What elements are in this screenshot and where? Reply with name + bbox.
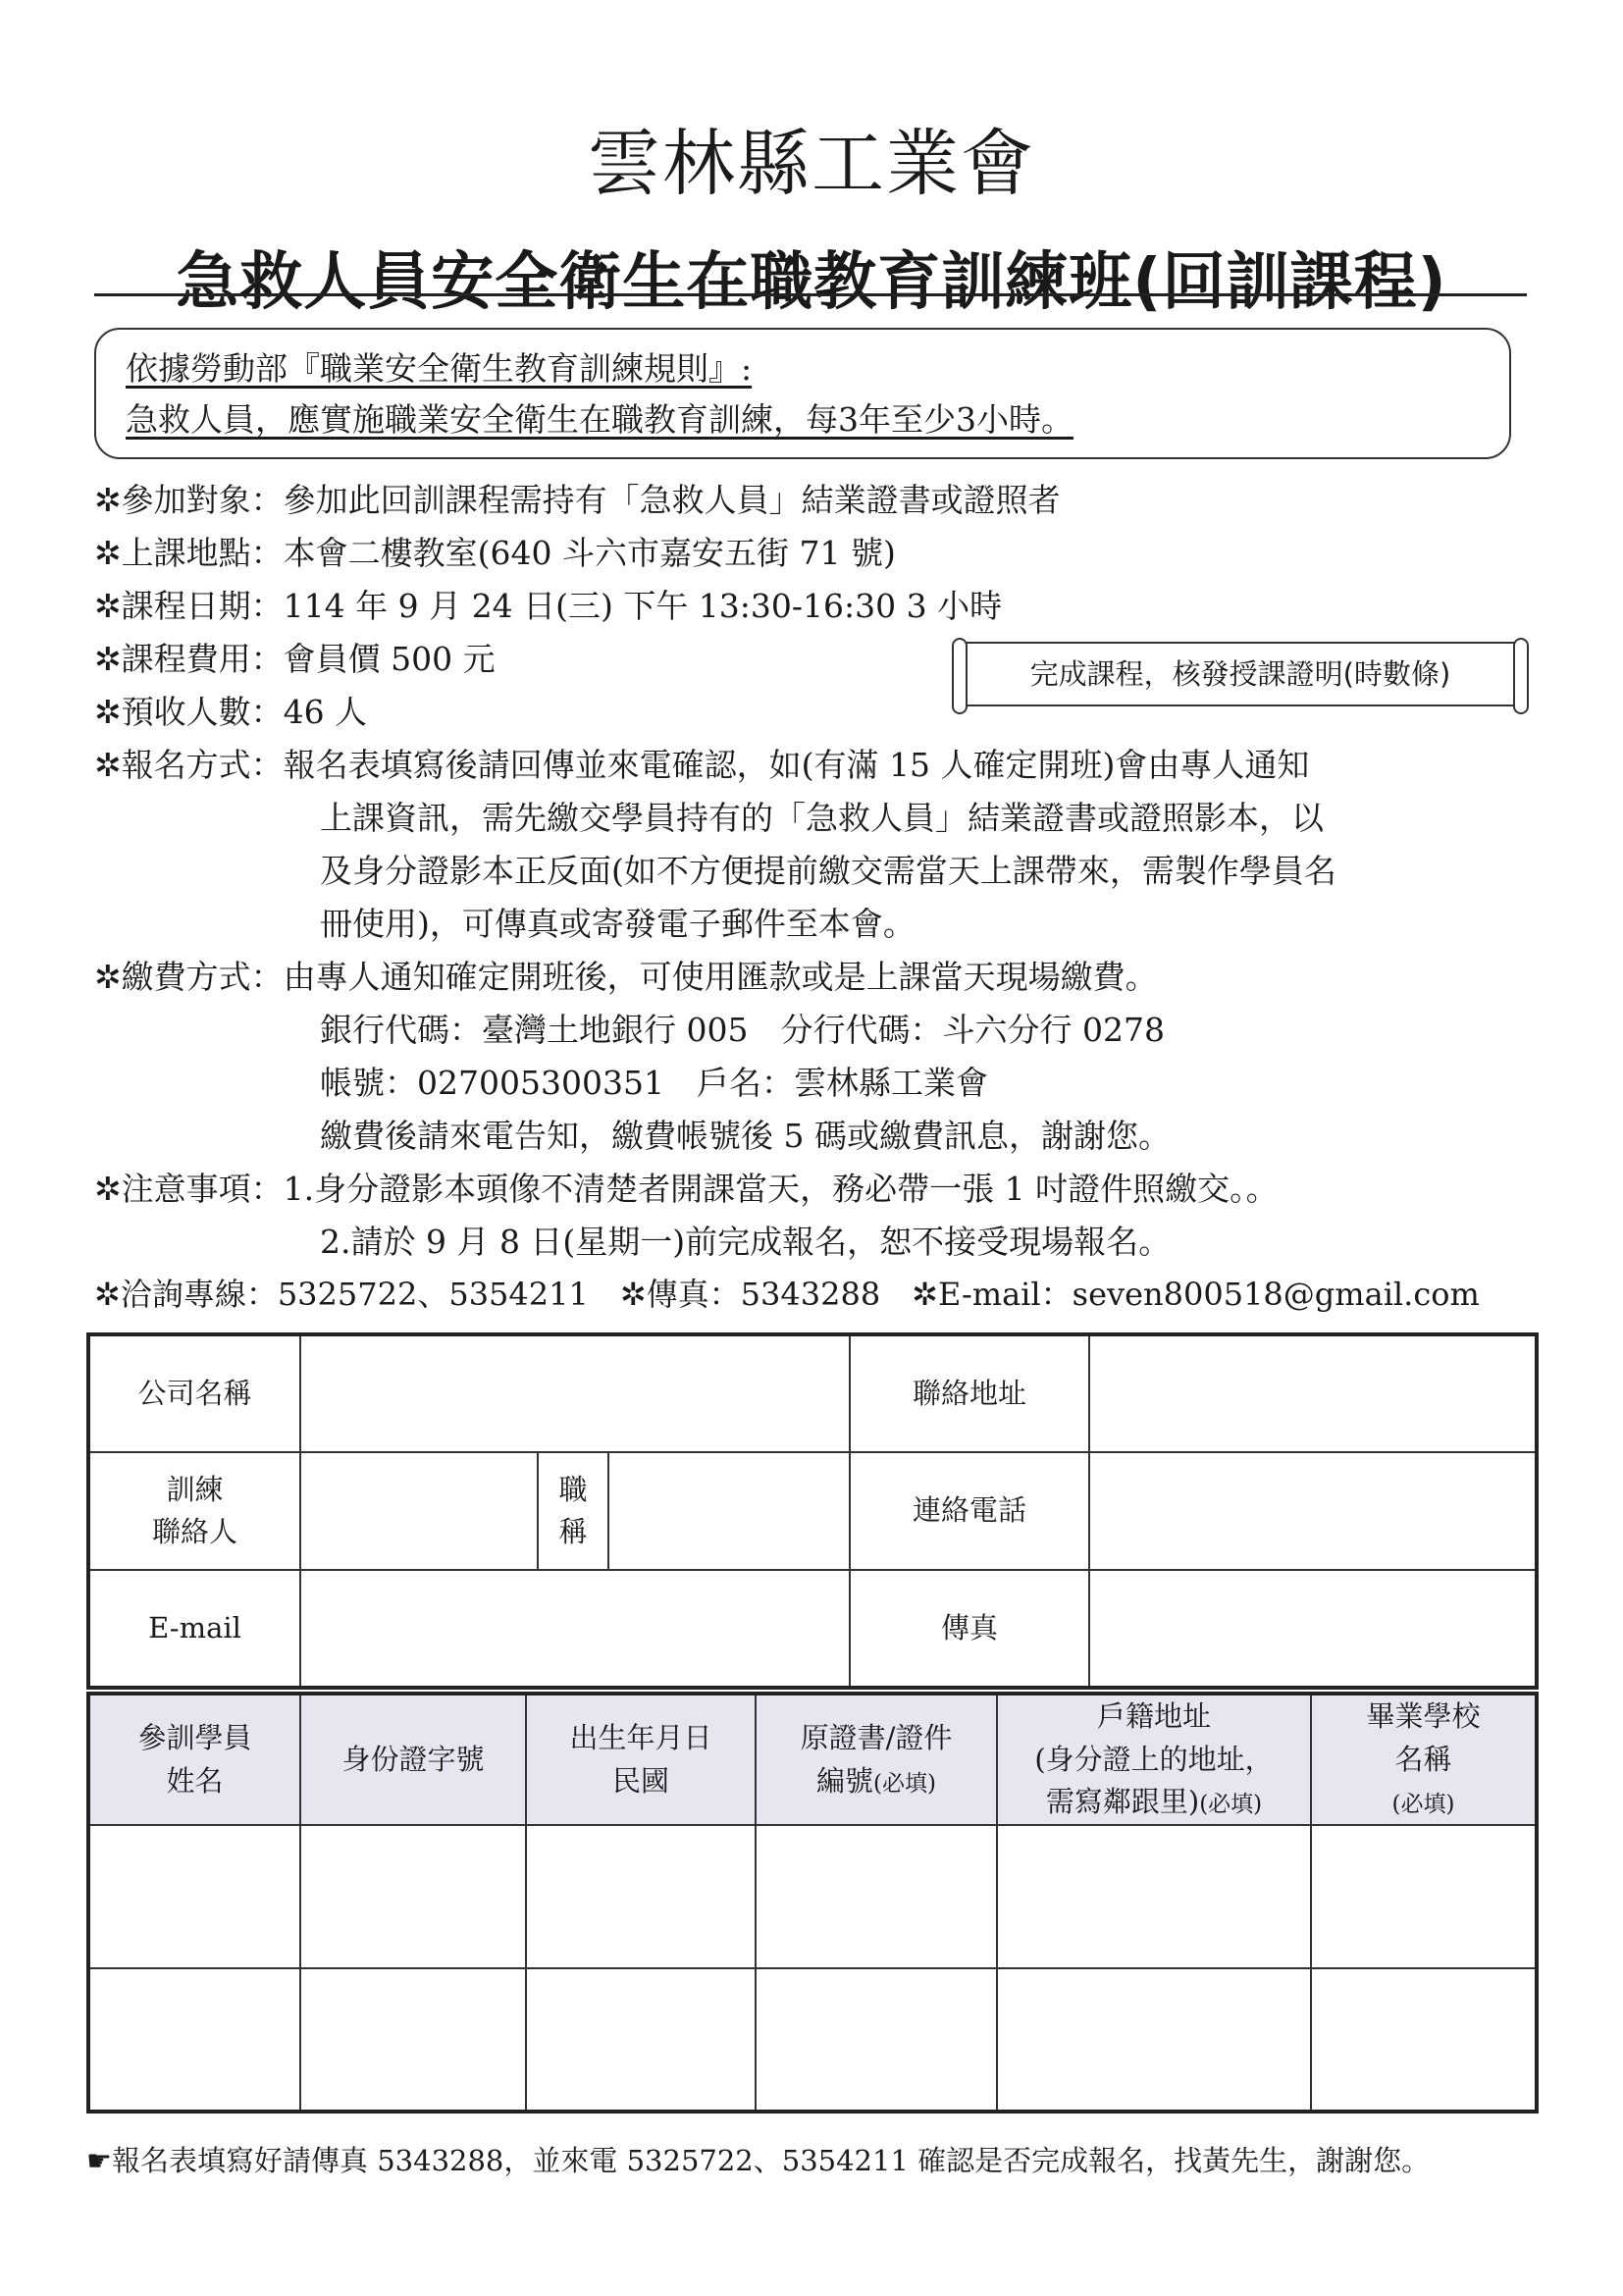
cert-number-cell[interactable]	[756, 1968, 997, 2112]
regulation-basis-line-1: 依據勞動部『職業安全衛生教育訓練規則』:	[126, 349, 753, 388]
notes-row	[94, 1164, 1279, 1210]
payment-text-1: 由專人通知確定開班後，可使用匯款或是上課當天現場繳費。	[283, 958, 1158, 996]
header-birth-date	[526, 1694, 756, 1825]
trainee-row	[88, 1825, 1537, 1968]
required-mark: (必填)	[1199, 1792, 1263, 1818]
header-cert-number-1: 原證書/證件	[800, 1721, 953, 1754]
quota-row	[94, 687, 367, 733]
target-row	[94, 475, 1061, 521]
address-cell[interactable]	[997, 1968, 1311, 2112]
payment-row	[94, 952, 1158, 998]
header-cert-number-2: 編號	[816, 1763, 874, 1798]
notes-text-1: 1.身分證影本頭像不清楚者開課當天，務必帶一張 1 吋證件照繳交。。	[283, 1170, 1279, 1208]
cert-number-cell[interactable]	[756, 1825, 997, 1968]
payment-bank-codes: 銀行代碼：臺灣土地銀行 005 分行代碼：斗六分行 0278	[320, 1011, 1165, 1049]
header-school-1: 畢業學校	[1366, 1699, 1481, 1734]
header-school-name	[1311, 1694, 1537, 1825]
notes-label: ✲注意事項：	[94, 1170, 284, 1208]
register-text-4: 冊使用)，可傳真或寄發電子郵件至本會。	[320, 905, 916, 943]
required-mark: (必填)	[1391, 1792, 1455, 1818]
job-title-label-1: 職	[558, 1472, 588, 1506]
fax-label: 傳真	[850, 1570, 1089, 1688]
contact-person-label-1: 訓練	[166, 1472, 224, 1506]
header-birth-date-2: 民國	[611, 1763, 669, 1798]
school-cell[interactable]	[1311, 1825, 1537, 1968]
contact-person-label-2: 聯絡人	[151, 1515, 237, 1548]
register-text-2: 上課資訊，需先繳交學員持有的「急救人員」結業證書或證照影本，以	[320, 799, 1324, 837]
organization-title: 雲林縣工業會	[588, 122, 1035, 206]
regulation-basis-box	[94, 328, 1511, 459]
location-label: ✲上課地點：	[94, 534, 284, 572]
fee-value: 會員價 500 元	[283, 640, 496, 678]
header-trainee-name	[88, 1694, 300, 1825]
required-mark: (必填)	[873, 1770, 936, 1797]
company-name-field[interactable]	[300, 1334, 850, 1452]
payment-label: ✲繳費方式：	[94, 958, 284, 996]
trainee-table	[86, 1692, 1539, 2113]
trainee-name-cell[interactable]	[88, 1968, 300, 2112]
trainee-row	[88, 1968, 1537, 2112]
job-title-label-2: 稱	[558, 1515, 588, 1548]
address-label: 聯絡地址	[850, 1334, 1089, 1452]
target-value: 參加此回訓課程需持有「急救人員」結業證書或證照者	[283, 481, 1061, 519]
footer-note: ☛報名表填寫好請傳真 5343288，並來電 5325722、5354211 確認是否完成報名，找黃先生，謝謝您。	[86, 2144, 1431, 2177]
quota-label: ✲預收人數：	[94, 693, 284, 731]
date-label: ✲課程日期：	[94, 587, 284, 625]
email-label: E-mail	[88, 1570, 300, 1688]
header-address-2: (身分證上的地址，	[1034, 1742, 1274, 1776]
title-underline	[94, 293, 1527, 296]
phone-label: 連絡電話	[850, 1452, 1089, 1570]
date-value: 114 年 9 月 24 日(三) 下午 13:30-16:30 3 小時	[283, 587, 1003, 625]
certificate-note-text: 完成課程，核發授課證明(時數條)	[1029, 657, 1451, 691]
header-household-address	[997, 1694, 1311, 1825]
payment-text-4: 繳費後請來電告知，繳費帳號後 5 碼或繳費訊息，謝謝您。	[320, 1117, 1171, 1155]
birth-date-cell[interactable]	[526, 1825, 756, 1968]
certificate-note-scroll	[960, 642, 1521, 706]
header-trainee-name-1: 參訓學員	[137, 1721, 252, 1754]
quota-value: 46 人	[283, 693, 368, 731]
email-field[interactable]	[300, 1570, 850, 1688]
target-label: ✲參加對象：	[94, 481, 284, 519]
register-label: ✲報名方式：	[94, 746, 284, 784]
location-value: 本會二樓教室(640 斗六市嘉安五街 71 號)	[283, 534, 896, 572]
fee-label: ✲課程費用：	[94, 640, 284, 678]
header-cert-number	[756, 1694, 997, 1825]
date-row	[94, 581, 1002, 627]
header-school-2: 名稱	[1394, 1742, 1452, 1776]
job-title-label	[538, 1452, 608, 1570]
fax-field[interactable]	[1089, 1570, 1537, 1688]
company-info-form	[86, 1332, 1539, 1690]
contact-person-label	[88, 1452, 300, 1570]
header-trainee-name-2: 姓名	[166, 1763, 224, 1798]
header-address-1: 戶籍地址	[1096, 1699, 1211, 1734]
trainee-name-cell[interactable]	[88, 1825, 300, 1968]
header-id-number: 身份證字號	[300, 1694, 526, 1825]
course-title: 急救人員安全衛生在職教育訓練班(回訓課程)	[176, 246, 1447, 319]
birth-date-cell[interactable]	[526, 1968, 756, 2112]
register-row	[94, 740, 1309, 786]
contact-line: ✲洽詢專線：5325722、5354211 ✲傳真：5343288 ✲E-mail：seven800518@gmail.com	[94, 1276, 1480, 1313]
school-cell[interactable]	[1311, 1968, 1537, 2112]
fee-row	[94, 634, 496, 680]
header-birth-date-1: 出生年月日	[569, 1721, 712, 1754]
job-title-field[interactable]	[608, 1452, 850, 1570]
register-text-3: 及身分證影本正反面(如不方便提前繳交需當天上課帶來，需製作學員名	[320, 852, 1336, 890]
address-field[interactable]	[1089, 1334, 1537, 1452]
phone-field[interactable]	[1089, 1452, 1537, 1570]
notes-text-2: 2.請於 9 月 8 日(星期一)前完成報名，恕不接受現場報名。	[320, 1223, 1172, 1261]
id-number-cell[interactable]	[300, 1825, 526, 1968]
contact-person-field[interactable]	[300, 1452, 538, 1570]
register-text-1: 報名表填寫後請回傳並來電確認，如(有滿 15 人確定開班)會由專人通知	[283, 746, 1310, 784]
regulation-basis-line-2: 急救人員，應實施職業安全衛生在職教育訓練，每3年至少3小時。	[126, 400, 1073, 439]
address-cell[interactable]	[997, 1825, 1311, 1968]
header-address-3: 需寫鄰跟里)	[1045, 1785, 1200, 1819]
company-name-label: 公司名稱	[88, 1334, 300, 1452]
payment-account: 帳號：027005300351 戶名：雲林縣工業會	[320, 1064, 988, 1102]
id-number-cell[interactable]	[300, 1968, 526, 2112]
location-row	[94, 528, 896, 574]
